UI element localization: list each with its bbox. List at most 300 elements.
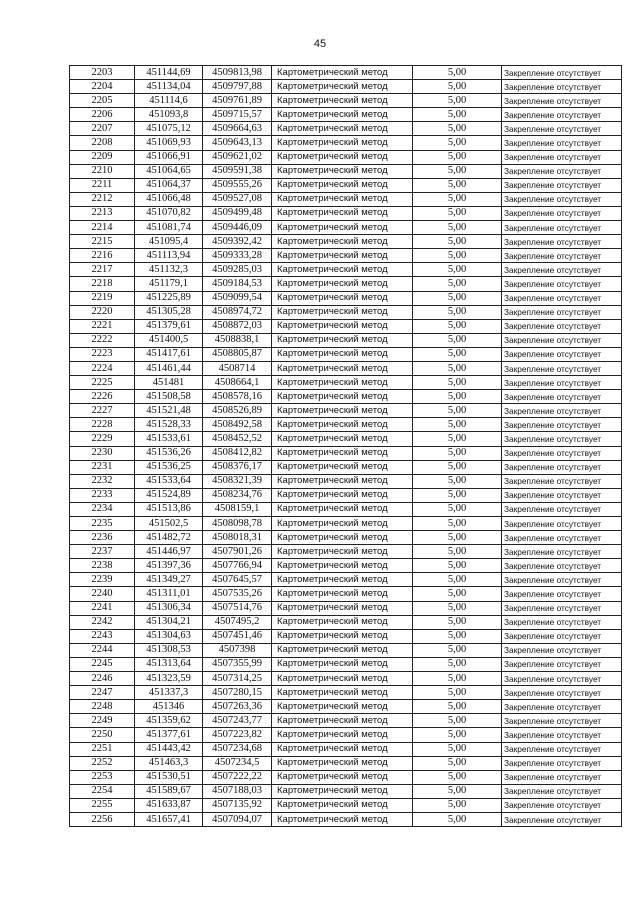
y-coordinate-cell: 4507280,15 xyxy=(203,686,272,700)
method-cell: Картометрический метод xyxy=(272,94,413,108)
point-number-cell: 2207 xyxy=(70,122,135,136)
fixation-cell: Закрепление отсутствует xyxy=(502,122,622,136)
method-cell: Картометрический метод xyxy=(272,756,413,770)
precision-cell: 5,00 xyxy=(413,629,502,643)
point-number-cell: 2204 xyxy=(70,80,135,94)
precision-cell: 5,00 xyxy=(413,643,502,657)
table-row xyxy=(70,517,622,531)
y-coordinate-cell: 4507223,82 xyxy=(203,728,272,742)
table-row xyxy=(70,206,622,220)
precision-cell: 5,00 xyxy=(413,376,502,390)
table-row xyxy=(70,643,622,657)
y-coordinate-cell: 4508974,72 xyxy=(203,305,272,319)
point-number-cell: 2238 xyxy=(70,559,135,573)
table-row xyxy=(70,714,622,728)
point-number-cell: 2205 xyxy=(70,94,135,108)
table-row xyxy=(70,700,622,714)
precision-cell: 5,00 xyxy=(413,488,502,502)
x-coordinate-cell: 451081,74 xyxy=(135,221,203,235)
fixation-cell: Закрепление отсутствует xyxy=(502,390,622,404)
y-coordinate-cell: 4507314,25 xyxy=(203,672,272,686)
point-number-cell: 2235 xyxy=(70,517,135,531)
table-row xyxy=(70,545,622,559)
table-row xyxy=(70,221,622,235)
fixation-cell: Закрепление отсутствует xyxy=(502,728,622,742)
y-coordinate-cell: 4508412,82 xyxy=(203,446,272,460)
fixation-cell: Закрепление отсутствует xyxy=(502,798,622,812)
table-row xyxy=(70,488,622,502)
point-number-cell: 2220 xyxy=(70,305,135,319)
table-row xyxy=(70,657,622,671)
precision-cell: 5,00 xyxy=(413,418,502,432)
table-body xyxy=(70,66,622,827)
precision-cell: 5,00 xyxy=(413,164,502,178)
fixation-cell: Закрепление отсутствует xyxy=(502,277,622,291)
table-row xyxy=(70,263,622,277)
fixation-cell: Закрепление отсутствует xyxy=(502,587,622,601)
x-coordinate-cell: 451066,48 xyxy=(135,192,203,206)
table-row xyxy=(70,150,622,164)
point-number-cell: 2251 xyxy=(70,742,135,756)
x-coordinate-cell: 451400,5 xyxy=(135,333,203,347)
table-row xyxy=(70,404,622,418)
fixation-cell: Закрепление отсутствует xyxy=(502,319,622,333)
method-cell: Картометрический метод xyxy=(272,700,413,714)
table-row xyxy=(70,418,622,432)
fixation-cell: Закрепление отсутствует xyxy=(502,291,622,305)
x-coordinate-cell: 451521,48 xyxy=(135,404,203,418)
y-coordinate-cell: 4507222,22 xyxy=(203,770,272,784)
point-number-cell: 2250 xyxy=(70,728,135,742)
point-number-cell: 2246 xyxy=(70,672,135,686)
x-coordinate-cell: 451144,69 xyxy=(135,66,203,80)
precision-cell: 5,00 xyxy=(413,531,502,545)
precision-cell: 5,00 xyxy=(413,446,502,460)
y-coordinate-cell: 4507188,03 xyxy=(203,784,272,798)
x-coordinate-cell: 451533,61 xyxy=(135,432,203,446)
method-cell: Картометрический метод xyxy=(272,136,413,150)
point-number-cell: 2249 xyxy=(70,714,135,728)
method-cell: Картометрический метод xyxy=(272,235,413,249)
precision-cell: 5,00 xyxy=(413,108,502,122)
fixation-cell: Закрепление отсутствует xyxy=(502,361,622,375)
precision-cell: 5,00 xyxy=(413,206,502,220)
method-cell: Картометрический метод xyxy=(272,108,413,122)
table-row xyxy=(70,587,622,601)
point-number-cell: 2243 xyxy=(70,629,135,643)
table-row xyxy=(70,66,622,80)
point-number-cell: 2212 xyxy=(70,192,135,206)
point-number-cell: 2208 xyxy=(70,136,135,150)
method-cell: Картометрический метод xyxy=(272,517,413,531)
table-row xyxy=(70,446,622,460)
y-coordinate-cell: 4508234,76 xyxy=(203,488,272,502)
point-number-cell: 2239 xyxy=(70,573,135,587)
y-coordinate-cell: 4508018,31 xyxy=(203,531,272,545)
point-number-cell: 2233 xyxy=(70,488,135,502)
precision-cell: 5,00 xyxy=(413,517,502,531)
fixation-cell: Закрепление отсутствует xyxy=(502,460,622,474)
method-cell: Картометрический метод xyxy=(272,615,413,629)
fixation-cell: Закрепление отсутствует xyxy=(502,474,622,488)
point-number-cell: 2255 xyxy=(70,798,135,812)
method-cell: Картометрический метод xyxy=(272,206,413,220)
precision-cell: 5,00 xyxy=(413,460,502,474)
fixation-cell: Закрепление отсутствует xyxy=(502,94,622,108)
precision-cell: 5,00 xyxy=(413,672,502,686)
fixation-cell: Закрепление отсутствует xyxy=(502,263,622,277)
method-cell: Картометрический метод xyxy=(272,672,413,686)
precision-cell: 5,00 xyxy=(413,728,502,742)
y-coordinate-cell: 4509446,09 xyxy=(203,221,272,235)
method-cell: Картометрический метод xyxy=(272,728,413,742)
fixation-cell: Закрепление отсутствует xyxy=(502,404,622,418)
x-coordinate-cell: 451346 xyxy=(135,700,203,714)
method-cell: Картометрический метод xyxy=(272,657,413,671)
y-coordinate-cell: 4509715,57 xyxy=(203,108,272,122)
precision-cell: 5,00 xyxy=(413,66,502,80)
point-number-cell: 2213 xyxy=(70,206,135,220)
y-coordinate-cell: 4507535,26 xyxy=(203,587,272,601)
y-coordinate-cell: 4509591,38 xyxy=(203,164,272,178)
x-coordinate-cell: 451095,4 xyxy=(135,235,203,249)
x-coordinate-cell: 451377,61 xyxy=(135,728,203,742)
coordinates-table xyxy=(69,65,622,827)
x-coordinate-cell: 451530,51 xyxy=(135,770,203,784)
x-coordinate-cell: 451481 xyxy=(135,376,203,390)
precision-cell: 5,00 xyxy=(413,502,502,516)
method-cell: Картометрический метод xyxy=(272,361,413,375)
point-number-cell: 2248 xyxy=(70,700,135,714)
method-cell: Картометрический метод xyxy=(272,601,413,615)
method-cell: Картометрический метод xyxy=(272,474,413,488)
y-coordinate-cell: 4509643,13 xyxy=(203,136,272,150)
y-coordinate-cell: 4509285,03 xyxy=(203,263,272,277)
y-coordinate-cell: 4507901,26 xyxy=(203,545,272,559)
y-coordinate-cell: 4508664,1 xyxy=(203,376,272,390)
table-row xyxy=(70,192,622,206)
method-cell: Картометрический метод xyxy=(272,686,413,700)
y-coordinate-cell: 4508376,17 xyxy=(203,460,272,474)
precision-cell: 5,00 xyxy=(413,742,502,756)
y-coordinate-cell: 4507495,2 xyxy=(203,615,272,629)
precision-cell: 5,00 xyxy=(413,235,502,249)
y-coordinate-cell: 4507243,77 xyxy=(203,714,272,728)
fixation-cell: Закрепление отсутствует xyxy=(502,573,622,587)
fixation-cell: Закрепление отсутствует xyxy=(502,657,622,671)
x-coordinate-cell: 451446,97 xyxy=(135,545,203,559)
fixation-cell: Закрепление отсутствует xyxy=(502,347,622,361)
page-number: 45 xyxy=(313,38,327,50)
x-coordinate-cell: 451536,25 xyxy=(135,460,203,474)
y-coordinate-cell: 4508452,52 xyxy=(203,432,272,446)
precision-cell: 5,00 xyxy=(413,390,502,404)
precision-cell: 5,00 xyxy=(413,545,502,559)
point-number-cell: 2237 xyxy=(70,545,135,559)
precision-cell: 5,00 xyxy=(413,291,502,305)
method-cell: Картометрический метод xyxy=(272,714,413,728)
method-cell: Картометрический метод xyxy=(272,742,413,756)
precision-cell: 5,00 xyxy=(413,559,502,573)
y-coordinate-cell: 4509499,48 xyxy=(203,206,272,220)
point-number-cell: 2226 xyxy=(70,390,135,404)
x-coordinate-cell: 451311,01 xyxy=(135,587,203,601)
table-row xyxy=(70,432,622,446)
precision-cell: 5,00 xyxy=(413,150,502,164)
table-row xyxy=(70,672,622,686)
precision-cell: 5,00 xyxy=(413,700,502,714)
fixation-cell: Закрепление отсутствует xyxy=(502,418,622,432)
table-row xyxy=(70,812,622,826)
method-cell: Картометрический метод xyxy=(272,319,413,333)
method-cell: Картометрический метод xyxy=(272,488,413,502)
x-coordinate-cell: 451064,65 xyxy=(135,164,203,178)
fixation-cell: Закрепление отсутствует xyxy=(502,686,622,700)
fixation-cell: Закрепление отсутствует xyxy=(502,601,622,615)
point-number-cell: 2225 xyxy=(70,376,135,390)
y-coordinate-cell: 4507135,92 xyxy=(203,798,272,812)
precision-cell: 5,00 xyxy=(413,756,502,770)
fixation-cell: Закрепление отсутствует xyxy=(502,559,622,573)
x-coordinate-cell: 451359,62 xyxy=(135,714,203,728)
table-row xyxy=(70,742,622,756)
x-coordinate-cell: 451443,42 xyxy=(135,742,203,756)
method-cell: Картометрический метод xyxy=(272,404,413,418)
method-cell: Картометрический метод xyxy=(272,784,413,798)
method-cell: Картометрический метод xyxy=(272,573,413,587)
y-coordinate-cell: 4508805,87 xyxy=(203,347,272,361)
x-coordinate-cell: 451589,67 xyxy=(135,784,203,798)
table-row xyxy=(70,460,622,474)
fixation-cell: Закрепление отсутствует xyxy=(502,178,622,192)
method-cell: Картометрический метод xyxy=(272,192,413,206)
x-coordinate-cell: 451306,34 xyxy=(135,601,203,615)
x-coordinate-cell: 451304,21 xyxy=(135,615,203,629)
table-row xyxy=(70,80,622,94)
table-row xyxy=(70,686,622,700)
table-row xyxy=(70,390,622,404)
y-coordinate-cell: 4509527,08 xyxy=(203,192,272,206)
table-row xyxy=(70,305,622,319)
point-number-cell: 2240 xyxy=(70,587,135,601)
y-coordinate-cell: 4509621,02 xyxy=(203,150,272,164)
y-coordinate-cell: 4509555,26 xyxy=(203,178,272,192)
point-number-cell: 2211 xyxy=(70,178,135,192)
method-cell: Картометрический метод xyxy=(272,249,413,263)
y-coordinate-cell: 4508526,89 xyxy=(203,404,272,418)
y-coordinate-cell: 4507234,68 xyxy=(203,742,272,756)
fixation-cell: Закрепление отсутствует xyxy=(502,446,622,460)
x-coordinate-cell: 451064,37 xyxy=(135,178,203,192)
method-cell: Картометрический метод xyxy=(272,221,413,235)
method-cell: Картометрический метод xyxy=(272,418,413,432)
table-row xyxy=(70,376,622,390)
fixation-cell: Закрепление отсутствует xyxy=(502,812,622,826)
table-row xyxy=(70,629,622,643)
precision-cell: 5,00 xyxy=(413,263,502,277)
fixation-cell: Закрепление отсутствует xyxy=(502,531,622,545)
method-cell: Картометрический метод xyxy=(272,150,413,164)
method-cell: Картометрический метод xyxy=(272,164,413,178)
method-cell: Картометрический метод xyxy=(272,263,413,277)
method-cell: Картометрический метод xyxy=(272,80,413,94)
fixation-cell: Закрепление отсутствует xyxy=(502,756,622,770)
y-coordinate-cell: 4509761,89 xyxy=(203,94,272,108)
y-coordinate-cell: 4508578,16 xyxy=(203,390,272,404)
point-number-cell: 2242 xyxy=(70,615,135,629)
fixation-cell: Закрепление отсутствует xyxy=(502,136,622,150)
y-coordinate-cell: 4509099,54 xyxy=(203,291,272,305)
table-row xyxy=(70,361,622,375)
x-coordinate-cell: 451379,61 xyxy=(135,319,203,333)
x-coordinate-cell: 451305,28 xyxy=(135,305,203,319)
precision-cell: 5,00 xyxy=(413,277,502,291)
precision-cell: 5,00 xyxy=(413,94,502,108)
x-coordinate-cell: 451308,53 xyxy=(135,643,203,657)
x-coordinate-cell: 451397,36 xyxy=(135,559,203,573)
method-cell: Картометрический метод xyxy=(272,347,413,361)
fixation-cell: Закрепление отсутствует xyxy=(502,164,622,178)
x-coordinate-cell: 451482,72 xyxy=(135,531,203,545)
method-cell: Картометрический метод xyxy=(272,390,413,404)
precision-cell: 5,00 xyxy=(413,798,502,812)
table-row xyxy=(70,770,622,784)
table-row xyxy=(70,347,622,361)
table-row xyxy=(70,122,622,136)
table-row xyxy=(70,249,622,263)
x-coordinate-cell: 451093,8 xyxy=(135,108,203,122)
y-coordinate-cell: 4507234,5 xyxy=(203,756,272,770)
fixation-cell: Закрепление отсутствует xyxy=(502,80,622,94)
precision-cell: 5,00 xyxy=(413,122,502,136)
table-row xyxy=(70,108,622,122)
y-coordinate-cell: 4508321,39 xyxy=(203,474,272,488)
x-coordinate-cell: 451114,6 xyxy=(135,94,203,108)
table-row xyxy=(70,235,622,249)
point-number-cell: 2230 xyxy=(70,446,135,460)
precision-cell: 5,00 xyxy=(413,319,502,333)
y-coordinate-cell: 4507398 xyxy=(203,643,272,657)
fixation-cell: Закрепление отсутствует xyxy=(502,714,622,728)
method-cell: Картометрический метод xyxy=(272,178,413,192)
y-coordinate-cell: 4507094,07 xyxy=(203,812,272,826)
x-coordinate-cell: 451225,89 xyxy=(135,291,203,305)
y-coordinate-cell: 4507645,57 xyxy=(203,573,272,587)
precision-cell: 5,00 xyxy=(413,249,502,263)
point-number-cell: 2236 xyxy=(70,531,135,545)
fixation-cell: Закрепление отсутствует xyxy=(502,629,622,643)
point-number-cell: 2216 xyxy=(70,249,135,263)
table-row xyxy=(70,178,622,192)
y-coordinate-cell: 4508872,03 xyxy=(203,319,272,333)
fixation-cell: Закрепление отсутствует xyxy=(502,517,622,531)
y-coordinate-cell: 4507263,36 xyxy=(203,700,272,714)
method-cell: Картометрический метод xyxy=(272,333,413,347)
precision-cell: 5,00 xyxy=(413,333,502,347)
y-coordinate-cell: 4507766,94 xyxy=(203,559,272,573)
fixation-cell: Закрепление отсутствует xyxy=(502,770,622,784)
x-coordinate-cell: 451533,64 xyxy=(135,474,203,488)
method-cell: Картометрический метод xyxy=(272,629,413,643)
x-coordinate-cell: 451633,87 xyxy=(135,798,203,812)
x-coordinate-cell: 451070,82 xyxy=(135,206,203,220)
fixation-cell: Закрепление отсутствует xyxy=(502,784,622,798)
table-row xyxy=(70,615,622,629)
y-coordinate-cell: 4507514,76 xyxy=(203,601,272,615)
table-row xyxy=(70,333,622,347)
fixation-cell: Закрепление отсутствует xyxy=(502,192,622,206)
x-coordinate-cell: 451337,3 xyxy=(135,686,203,700)
point-number-cell: 2215 xyxy=(70,235,135,249)
fixation-cell: Закрепление отсутствует xyxy=(502,305,622,319)
table-row xyxy=(70,319,622,333)
x-coordinate-cell: 451513,86 xyxy=(135,502,203,516)
y-coordinate-cell: 4508098,78 xyxy=(203,517,272,531)
x-coordinate-cell: 451502,5 xyxy=(135,517,203,531)
precision-cell: 5,00 xyxy=(413,432,502,446)
y-coordinate-cell: 4509797,88 xyxy=(203,80,272,94)
method-cell: Картометрический метод xyxy=(272,66,413,80)
point-number-cell: 2241 xyxy=(70,601,135,615)
y-coordinate-cell: 4508159,1 xyxy=(203,502,272,516)
point-number-cell: 2229 xyxy=(70,432,135,446)
precision-cell: 5,00 xyxy=(413,192,502,206)
table-row xyxy=(70,559,622,573)
precision-cell: 5,00 xyxy=(413,404,502,418)
point-number-cell: 2210 xyxy=(70,164,135,178)
precision-cell: 5,00 xyxy=(413,136,502,150)
x-coordinate-cell: 451134,04 xyxy=(135,80,203,94)
table-row xyxy=(70,277,622,291)
table-row xyxy=(70,531,622,545)
table-row xyxy=(70,136,622,150)
table-row xyxy=(70,502,622,516)
fixation-cell: Закрепление отсутствует xyxy=(502,235,622,249)
table-row xyxy=(70,756,622,770)
precision-cell: 5,00 xyxy=(413,347,502,361)
y-coordinate-cell: 4509184,53 xyxy=(203,277,272,291)
precision-cell: 5,00 xyxy=(413,812,502,826)
point-number-cell: 2217 xyxy=(70,263,135,277)
x-coordinate-cell: 451113,94 xyxy=(135,249,203,263)
precision-cell: 5,00 xyxy=(413,784,502,798)
point-number-cell: 2219 xyxy=(70,291,135,305)
y-coordinate-cell: 4509392,42 xyxy=(203,235,272,249)
x-coordinate-cell: 451536,26 xyxy=(135,446,203,460)
table-row xyxy=(70,474,622,488)
precision-cell: 5,00 xyxy=(413,573,502,587)
x-coordinate-cell: 451075,12 xyxy=(135,122,203,136)
fixation-cell: Закрепление отсутствует xyxy=(502,249,622,263)
x-coordinate-cell: 451417,61 xyxy=(135,347,203,361)
method-cell: Картометрический метод xyxy=(272,587,413,601)
method-cell: Картометрический метод xyxy=(272,432,413,446)
y-coordinate-cell: 4508492,58 xyxy=(203,418,272,432)
method-cell: Картометрический метод xyxy=(272,460,413,474)
table-row xyxy=(70,164,622,178)
fixation-cell: Закрепление отсутствует xyxy=(502,700,622,714)
precision-cell: 5,00 xyxy=(413,361,502,375)
method-cell: Картометрический метод xyxy=(272,559,413,573)
fixation-cell: Закрепление отсутствует xyxy=(502,333,622,347)
method-cell: Картометрический метод xyxy=(272,376,413,390)
point-number-cell: 2224 xyxy=(70,361,135,375)
point-number-cell: 2218 xyxy=(70,277,135,291)
x-coordinate-cell: 451657,41 xyxy=(135,812,203,826)
point-number-cell: 2231 xyxy=(70,460,135,474)
point-number-cell: 2244 xyxy=(70,643,135,657)
x-coordinate-cell: 451323,59 xyxy=(135,672,203,686)
